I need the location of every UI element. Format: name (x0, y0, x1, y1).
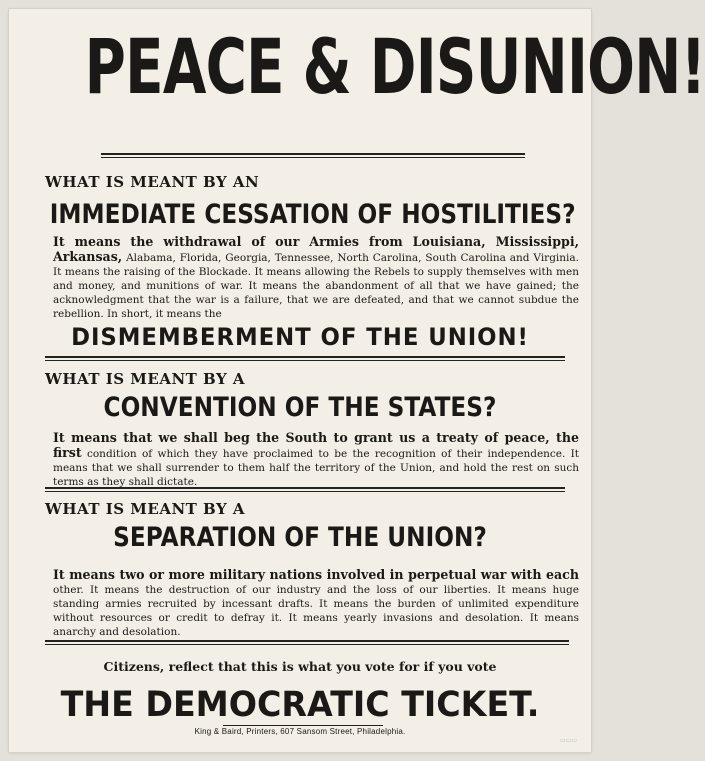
citizens-line: Citizens, reflect that this is what you vote for if you vote (103, 659, 497, 674)
section-rule-3 (45, 640, 569, 645)
democratic-ticket-banner: THE DEMOCRATIC TICKET. (60, 685, 540, 725)
poster-sheet (9, 9, 705, 752)
paragraph-3-body: other. It means the destruction of our industry and the loss of our liberties. It means huge standing armies recruited by incessant drafts. It means the burden of unlimited expenditure without resources or credit to defray it. It means yearly invasions and desolation. It means anarchy and desolation. (53, 584, 579, 638)
poster-title: PEACE & DISUNION! (84, 22, 705, 111)
section-rule-1 (45, 356, 565, 361)
heading-2: CONVENTION OF THE STATES? (103, 392, 497, 423)
heading-3: SEPARATION OF THE UNION? (113, 522, 487, 553)
paragraph-3-lead: It means two or more military nations involved in perpetual war with each (53, 567, 579, 582)
imprint-rule (223, 725, 383, 726)
paragraph-2-lead: It means that we shall beg the South to grant us a treaty of peace, the first (53, 430, 579, 460)
archive-stamp: ▭▭▭ (559, 737, 577, 744)
question-3: WHAT IS MEANT BY A (45, 500, 246, 518)
title-rule (101, 153, 525, 158)
paragraph-2 (53, 431, 579, 489)
paragraph-3 (53, 568, 579, 639)
question-2: WHAT IS MEANT BY A (45, 370, 246, 388)
paragraph-1-lead: It means the withdrawal of our Armies from Louisiana, Mississippi, Arkansas, (53, 234, 579, 264)
printer-imprint: King & Baird, Printers, 607 Sansom Street, Philadelphia. (194, 727, 406, 736)
paragraph-2-body: condition of which they have proclaimed to be the recognition of their independence. It means that we shall surrender to them half the territory of the Union, and hold the rest on such terms as they shall dictate. (53, 448, 579, 488)
section-rule-2 (45, 487, 565, 492)
question-1: WHAT IS MEANT BY AN (45, 173, 260, 191)
dismemberment-banner: DISMEMBERMENT OF THE UNION! (71, 323, 529, 351)
heading-1: IMMEDIATE CESSATION OF HOSTILITIES? (49, 199, 576, 230)
paragraph-1-body: Alabama, Florida, Georgia, Tennessee, North Carolina, South Carolina and Virginia. It means the raising of the Blockade. It means allowing the Rebels to supply themselves with men and money, and munitions of war. It means the abandonment of all that we have gained; the acknowledgment that the war is a failure, that we are defeated, and that we cannot subdue the rebellion. In short, it means the (53, 252, 579, 320)
paragraph-1 (53, 235, 579, 321)
